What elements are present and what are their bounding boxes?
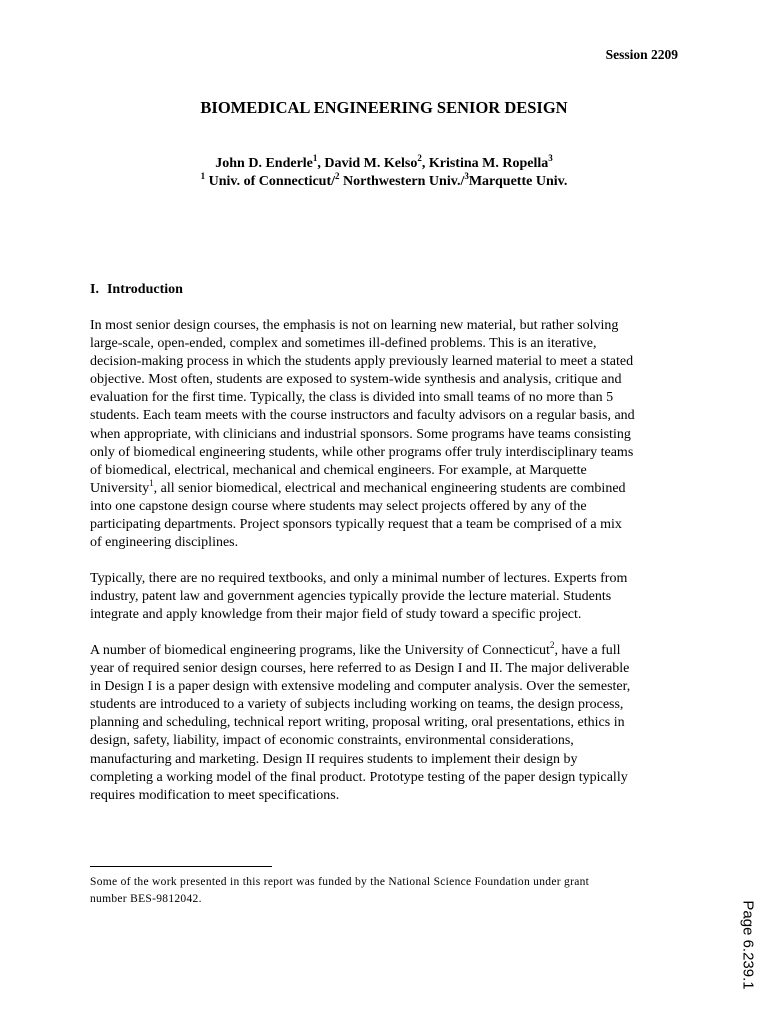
text-fragment: , all senior biomedical, electrical and mechanical engineering students are combined xyxy=(153,480,626,496)
text-line xyxy=(90,642,686,660)
affiliation-3-mark: 3 xyxy=(464,171,469,181)
text-line: manufacturing and marketing. Design II requires students to implement their design by xyxy=(90,751,578,767)
text-line: of engineering disciplines. xyxy=(90,535,239,551)
text-line: when appropriate, with clinicians and industrial sponsors. Some programs have teams consisting xyxy=(90,426,631,442)
footnote-line: Some of the work presented in this report was funded by the National Science Foundation under grant xyxy=(90,876,590,888)
author-3-mark: 3 xyxy=(548,153,553,163)
footnote-mark: 1 xyxy=(149,477,154,488)
footnote-divider xyxy=(90,866,272,867)
author-2-mark: 2 xyxy=(417,153,422,163)
text-line: requires modification to meet specifications. xyxy=(90,787,340,803)
text-line: year of required senior design courses, here referred to as Design I and II. The major deliverable xyxy=(90,661,630,677)
affiliation-1: Univ. of Connecticut/ xyxy=(205,174,336,189)
text-line: completing a working model of the final product. Prototype testing of the paper design typically xyxy=(90,769,628,785)
affiliation-1-mark: 1 xyxy=(200,171,206,181)
section-heading xyxy=(90,282,183,298)
text-line: objective. Most often, students are exposed to system-wide synthesis and analysis, critique and xyxy=(90,372,622,388)
text-line: industry, patent law and government agencies typically provide the lecture material. Students xyxy=(90,589,612,605)
text-line: of biomedical, electrical, mechanical and chemical engineers. For example, at Marquette xyxy=(90,462,587,478)
paper-title: BIOMEDICAL ENGINEERING SENIOR DESIGN xyxy=(200,98,568,117)
text-line: in Design I is a paper design with extensive modeling and computer analysis. Over the semester, xyxy=(90,679,631,695)
text-line xyxy=(90,477,686,498)
affiliation-2: Northwestern Univ./ xyxy=(339,174,465,189)
text-line: students. Each team meets with the course instructors and faculty advisors on a regular basis, and xyxy=(90,408,635,424)
text-line: participating departments. Project sponsors typically request that a team be comprised of a mix xyxy=(90,517,622,533)
text-line: decision-making process in which the students apply previously learned material to meet a stated xyxy=(90,354,634,370)
paragraph-2 xyxy=(90,570,686,624)
text-line: integrate and apply knowledge from their major field of study toward a specific project. xyxy=(90,607,582,623)
text-fragment: University xyxy=(90,480,150,496)
text-fragment: A number of biomedical engineering programs, like the University of Connecticut xyxy=(90,643,550,658)
text-line: only of biomedical engineering students, while other programs offer truly interdisciplinary teams xyxy=(90,444,634,460)
text-line: In most senior design courses, the emphasis is not on learning new material, but rather solving xyxy=(90,318,619,333)
paragraph-1 xyxy=(90,317,686,552)
footnote-mark: 2 xyxy=(549,640,555,650)
text-line: into one capstone design course where students may select projects offered by any of the xyxy=(90,498,587,514)
footnote-line: number BES-9812042. xyxy=(90,893,202,905)
text-line: students are introduced to a variety of subjects including working on teams, the design process, xyxy=(90,697,624,713)
author-2: , David M. Kelso xyxy=(317,156,418,171)
author-line xyxy=(0,155,768,173)
text-fragment: , have a full xyxy=(554,643,621,658)
text-line: evaluation for the first time. Typically, the class is divided into small teams of no more than 5 xyxy=(90,390,614,406)
text-line: planning and scheduling, technical report writing, proposal writing, oral presentations, ethics in xyxy=(90,715,625,731)
page-number: Page 6.239.1 xyxy=(739,900,757,990)
section-number: I. xyxy=(90,282,99,297)
author-3: , Kristina M. Ropella xyxy=(421,156,549,171)
affiliation-2-mark: 2 xyxy=(335,171,340,181)
author-1-mark: 1 xyxy=(312,153,318,163)
section-title: Introduction xyxy=(106,282,183,297)
paragraph-3 xyxy=(90,642,686,805)
footnote xyxy=(90,874,589,908)
affiliation-3: Marquette Univ. xyxy=(468,174,568,189)
author-block xyxy=(0,155,768,191)
affiliation-line xyxy=(0,173,768,191)
author-1: John D. Enderle xyxy=(215,156,313,171)
text-line: large-scale, open-ended, complex and sometimes ill-defined problems. This is an iterative, xyxy=(90,336,597,352)
session-number: Session 2209 xyxy=(605,47,678,62)
text-line: Typically, there are no required textbooks, and only a minimal number of lectures. Experts from xyxy=(90,571,628,586)
text-line: design, safety, liability, impact of economic constraints, environmental considerations, xyxy=(90,733,574,749)
